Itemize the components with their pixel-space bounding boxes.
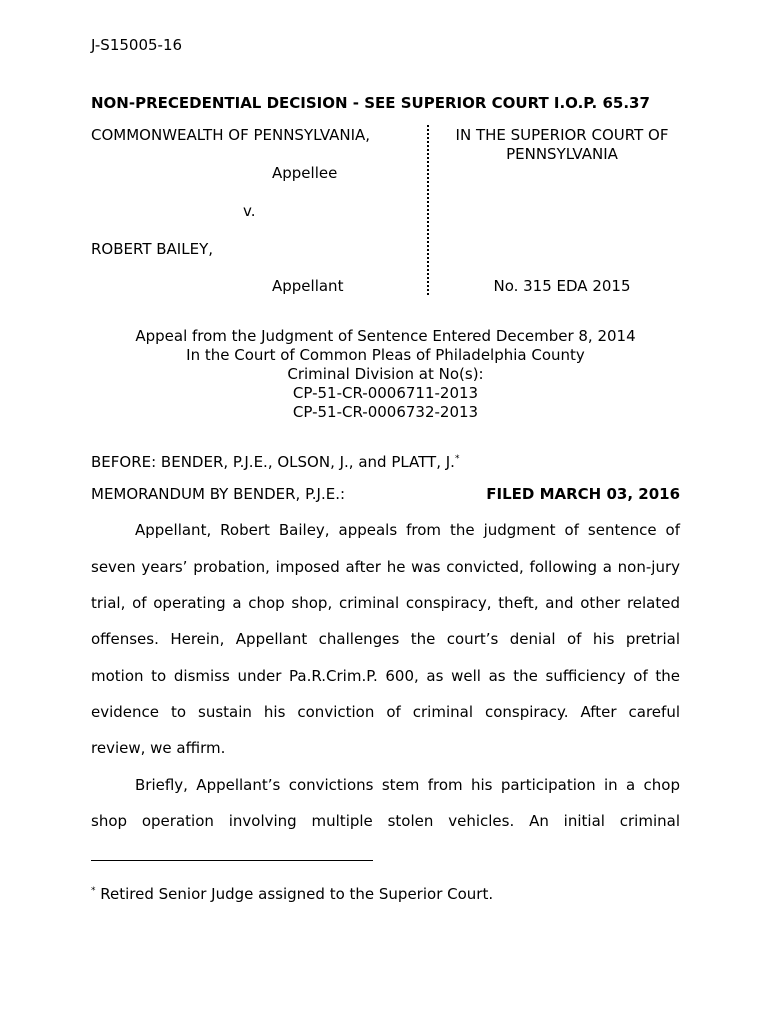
non-precedential-notice: NON-PRECEDENTIAL DECISION - SEE SUPERIOR COURT I.O.P. 65.37 — [91, 94, 650, 112]
footnote — [91, 885, 493, 904]
before-footnote-mark: * — [454, 454, 460, 464]
appeal-line: In the Court of Common Pleas of Philadelphia County — [186, 346, 585, 364]
appeal-line: Appeal from the Judgment of Sentence Entered December 8, 2014 — [135, 327, 636, 345]
caption-appellee-role: Appellee — [272, 164, 338, 182]
filed-date: FILED MARCH 03, 2016 — [486, 485, 680, 503]
court-name-line2: PENNSYLVANIA — [506, 145, 618, 163]
footnote-mark: * — [91, 886, 96, 896]
before-panel — [91, 453, 459, 472]
appeal-line: CP-51-CR-0006732-2013 — [292, 403, 479, 421]
caption-divider — [427, 125, 429, 295]
body-line: evidence to sustain his conviction of criminal conspiracy. After careful — [91, 703, 680, 721]
body-line: review, we affirm. — [91, 739, 226, 757]
caption-party-appellant: ROBERT BAILEY, — [91, 240, 213, 258]
footnote-text: Retired Senior Judge assigned to the Superior Court. — [95, 885, 494, 903]
caption-versus: v. — [243, 202, 256, 220]
body-line: offenses. Herein, Appellant challenges the court’s denial of his pretrial — [91, 630, 680, 648]
docket-id: J-S15005-16 — [91, 36, 183, 54]
appeal-line: CP-51-CR-0006711-2013 — [292, 384, 479, 402]
body-line: shop operation involving multiple stolen vehicles. An initial criminal — [91, 812, 680, 830]
caption-appellant-role: Appellant — [272, 277, 344, 295]
body-line: Appellant, Robert Bailey, appeals from the judgment of sentence of — [135, 521, 680, 539]
appeal-line: Criminal Division at No(s): — [287, 365, 484, 383]
body-line: trial, of operating a chop shop, criminal conspiracy, theft, and other related — [91, 594, 680, 612]
body-line: Briefly, Appellant’s convictions stem from his participation in a chop — [135, 776, 680, 794]
body-line: seven years’ probation, imposed after he was convicted, following a non-jury — [91, 558, 680, 576]
court-name-line1: IN THE SUPERIOR COURT OF — [455, 126, 669, 144]
body-line: motion to dismiss under Pa.R.Crim.P. 600, as well as the sufficiency of the — [91, 667, 680, 685]
caption-party-commonwealth: COMMONWEALTH OF PENNSYLVANIA, — [91, 126, 371, 144]
memorandum-by: MEMORANDUM BY BENDER, P.J.E.: — [91, 485, 346, 503]
footnote-rule — [91, 860, 373, 861]
docket-number: No. 315 EDA 2015 — [493, 277, 631, 295]
before-panel-text: BEFORE: BENDER, P.J.E., OLSON, J., and PLATT, J. — [91, 453, 455, 471]
